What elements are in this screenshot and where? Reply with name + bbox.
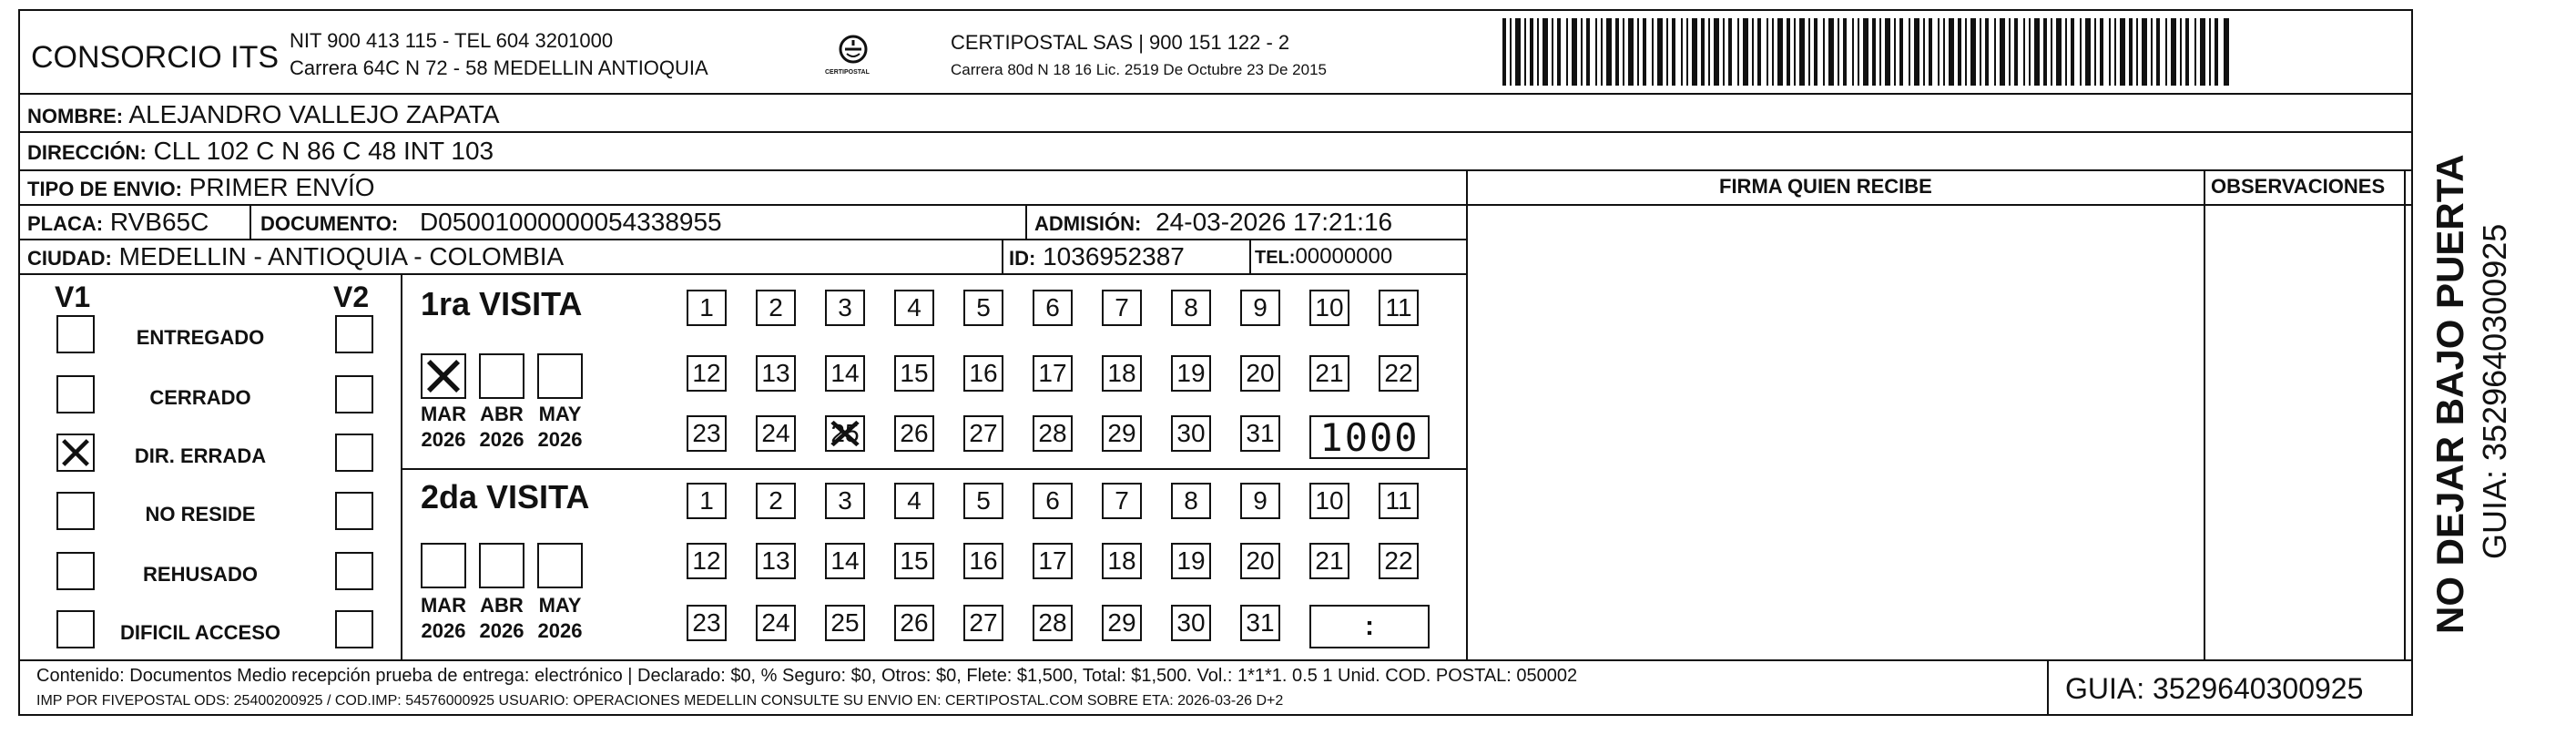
second-visit-day-number: 6	[1045, 486, 1060, 515]
status-option-label: DIR. ERRADA	[134, 444, 267, 467]
second-visit-day-box[interactable]	[756, 605, 796, 641]
second-visit-day-box[interactable]	[1309, 543, 1349, 579]
first-visit-day-box[interactable]	[1379, 290, 1419, 326]
footer-imp: IMP POR FIVEPOSTAL ODS: 25400200925 / COD.IMP: 54576000925 USUARIO: OPERACIONES MEDELLIN CONSULTE SU ENVIO EN: CERTIPOSTAL.COM SOBRE ETA: 2026-03-26 D+2	[36, 693, 1284, 709]
first-visit-day-number: 25	[830, 419, 860, 447]
tipo-value: PRIMER ENVÍO	[188, 173, 375, 201]
first-visit-day-box[interactable]	[825, 415, 865, 452]
second-visit-day-box[interactable]	[687, 483, 727, 519]
v2-checkbox-4[interactable]	[335, 552, 373, 590]
second-visit-day-number: 17	[1038, 546, 1067, 575]
first-visit-day-number: 11	[1385, 293, 1412, 321]
first-visit-day-number: 4	[907, 293, 921, 321]
nombre-value: ALEJANDRO VALLEJO ZAPATA	[128, 100, 500, 128]
second-visit-day-number: 24	[761, 608, 790, 637]
no-dejar-bajo-puerta: NO DEJAR BAJO PUERTA	[2428, 154, 2471, 634]
company-nit: NIT 900 413 115 - TEL 604 3201000	[290, 29, 614, 52]
second-visit-day-box[interactable]	[1379, 543, 1419, 579]
first-visit-day-box[interactable]	[756, 415, 796, 452]
first-visit-day-number: 16	[969, 359, 998, 387]
first-visit-year-label: 2026	[421, 428, 466, 451]
second-visit-day-box[interactable]	[825, 605, 865, 641]
second-visit-day-number: 18	[1107, 546, 1136, 575]
admision-value: 24-03-2026 17:21:16	[1156, 208, 1393, 236]
first-visit-day-box[interactable]	[1240, 415, 1280, 452]
status-option-label: CERRADO	[149, 386, 251, 409]
second-visit-day-box[interactable]	[687, 605, 727, 641]
second-visit-day-number: 19	[1176, 546, 1206, 575]
first-visit-day-box[interactable]	[1171, 415, 1211, 452]
first-visit-day-box[interactable]	[1240, 290, 1280, 326]
firma-label: FIRMA QUIEN RECIBE	[1719, 175, 1932, 198]
second-visit-day-box[interactable]	[825, 543, 865, 579]
second-visit-day-number: 5	[976, 486, 991, 515]
tipo-row	[27, 175, 375, 200]
first-visit-year-label: 2026	[479, 428, 524, 451]
footer-content: Contenido: Documentos Medio recepción prueba de entrega: electrónico | Declarado: $0, % Seguro: $0, Otros: $0, Flete: $1,500, Total: $1,500. Vol.: 1*1*1. 0.5 1 Unid. COD. POSTAL: 050002	[36, 666, 1578, 686]
second-visit-day-number: 28	[1038, 608, 1067, 637]
second-visit-day-box[interactable]	[1102, 605, 1142, 641]
second-visit-month-checkbox-1[interactable]	[479, 543, 524, 588]
direccion-value: CLL 102 C N 86 C 48 INT 103	[153, 137, 494, 165]
first-visit-day-box[interactable]	[687, 290, 727, 326]
second-visit-year-label: 2026	[421, 619, 466, 642]
first-visit-day-box[interactable]	[825, 355, 865, 392]
first-visit-day-number: 2	[769, 293, 783, 321]
first-visit-title: 1ra VISITA	[421, 285, 583, 322]
placa-divider	[249, 204, 251, 239]
first-visit-day-box[interactable]	[1309, 355, 1349, 392]
firma-left-line	[1466, 169, 1468, 659]
ciudad-label: CIUDAD:	[27, 247, 112, 270]
first-visit-day-number: 28	[1038, 419, 1067, 447]
second-visit-day-box[interactable]	[1033, 605, 1073, 641]
first-visit-day-box[interactable]	[1309, 290, 1349, 326]
direccion-label: DIRECCIÓN:	[27, 141, 147, 164]
first-visit-day-number: 12	[692, 359, 721, 387]
first-visit-day-box[interactable]	[1240, 355, 1280, 392]
second-visit-day-number: 21	[1315, 546, 1344, 575]
nombre-label: NOMBRE:	[27, 105, 124, 128]
second-visit-day-number: 30	[1176, 608, 1206, 637]
row-divider-1	[18, 131, 2413, 133]
first-visit-day-box[interactable]	[1033, 290, 1073, 326]
row-divider-3	[18, 204, 2413, 206]
footer-guia-divider	[2047, 659, 2049, 716]
first-visit-day-number: 7	[1115, 293, 1129, 321]
second-visit-day-number: 27	[969, 608, 998, 637]
first-visit-day-box[interactable]	[687, 355, 727, 392]
first-visit-day-box[interactable]	[963, 290, 1003, 326]
second-visit-year-label: 2026	[479, 619, 524, 642]
second-visit-day-number: 22	[1384, 546, 1413, 575]
status-option-label: DIFICIL ACCESO	[119, 621, 280, 644]
first-visit-day-number: 30	[1176, 419, 1206, 447]
second-visit-day-number: 4	[907, 486, 921, 515]
status-option-label: ENTREGADO	[136, 326, 265, 349]
first-visit-day-box[interactable]	[1171, 290, 1211, 326]
tel-label: TEL:	[1255, 248, 1296, 268]
second-visit-day-box[interactable]	[894, 605, 934, 641]
first-visit-day-box[interactable]	[894, 290, 934, 326]
second-visit-day-box[interactable]	[1379, 483, 1419, 519]
status-option-label: NO RESIDE	[145, 503, 256, 526]
first-visit-day-number: 19	[1176, 359, 1206, 387]
admision-divider	[1025, 204, 1027, 239]
second-visit-day-number: 1	[699, 486, 714, 515]
first-visit-day-box[interactable]	[756, 355, 796, 392]
first-visit-day-number: 27	[969, 419, 998, 447]
second-visit-day-box[interactable]	[1033, 483, 1073, 519]
first-visit-month-checkbox-0[interactable]	[421, 353, 466, 399]
first-visit-day-box[interactable]	[756, 290, 796, 326]
first-visit-day-number: 21	[1315, 359, 1344, 387]
second-visit-day-number: 16	[969, 546, 998, 575]
visit-divider	[401, 468, 1466, 470]
first-visit-day-number: 20	[1246, 359, 1275, 387]
certipostal-logo	[825, 29, 876, 80]
id-divider	[1002, 239, 1003, 273]
second-visit-day-box[interactable]	[1171, 605, 1211, 641]
observaciones-left-line	[2204, 169, 2205, 659]
second-visit-day-box[interactable]	[1102, 483, 1142, 519]
first-visit-day-number: 29	[1107, 419, 1136, 447]
second-visit-day-number: 8	[1184, 486, 1198, 515]
observaciones-right-line	[2404, 169, 2406, 659]
first-visit-day-number: 3	[838, 293, 852, 321]
first-visit-day-number: 22	[1384, 359, 1413, 387]
id-row	[1009, 244, 1185, 270]
second-visit-day-box[interactable]	[1240, 605, 1280, 641]
first-visit-month-label: ABR	[480, 403, 524, 425]
first-visit-day-box[interactable]	[963, 355, 1003, 392]
second-visit-year-label: 2026	[537, 619, 583, 642]
second-visit-day-box[interactable]	[825, 483, 865, 519]
first-visit-time-value: 1000	[1319, 414, 1420, 460]
second-visit-month-label: MAR	[420, 594, 467, 617]
first-visit-day-number: 24	[761, 419, 790, 447]
first-visit-day-number: 6	[1045, 293, 1060, 321]
first-visit-time-box[interactable]	[1309, 415, 1430, 459]
first-visit-day-box[interactable]	[687, 415, 727, 452]
tipo-label: TIPO DE ENVIO:	[27, 178, 182, 200]
first-visit-day-box[interactable]	[1171, 355, 1211, 392]
second-visit-day-box[interactable]	[1240, 543, 1280, 579]
certipostal-title: CERTIPOSTAL SAS | 900 151 122 - 2	[951, 31, 1290, 54]
second-visit-day-number: 3	[838, 486, 852, 515]
v2-checkbox-1[interactable]	[335, 375, 373, 413]
first-visit-day-number: 1	[699, 293, 714, 321]
tel-divider	[1249, 239, 1251, 273]
side-guia: GUIA: 3529640300925	[2476, 223, 2513, 559]
second-visit-day-box[interactable]	[894, 483, 934, 519]
id-label: ID:	[1009, 247, 1036, 270]
barcode	[1502, 18, 2231, 86]
nombre-row	[27, 102, 500, 128]
observaciones-label: OBSERVACIONES	[2211, 175, 2386, 198]
first-visit-day-box[interactable]	[1102, 355, 1142, 392]
second-visit-day-number: 15	[900, 546, 929, 575]
second-visit-day-box[interactable]	[687, 543, 727, 579]
second-visit-day-number: 14	[830, 546, 860, 575]
second-visit-day-number: 31	[1246, 608, 1275, 637]
ciudad-value: MEDELLIN - ANTIOQUIA - COLOMBIA	[118, 242, 565, 270]
second-visit-day-box[interactable]	[1171, 543, 1211, 579]
v2-checkbox-3[interactable]	[335, 492, 373, 530]
second-visit-month-checkbox-0[interactable]	[421, 543, 466, 588]
first-visit-day-number: 31	[1246, 419, 1275, 447]
v2-checkbox-0[interactable]	[335, 315, 373, 353]
second-visit-day-number: 10	[1315, 486, 1344, 515]
first-visit-day-box[interactable]	[894, 355, 934, 392]
second-visit-day-number: 9	[1253, 486, 1268, 515]
second-visit-day-box[interactable]	[963, 605, 1003, 641]
first-visit-day-number: 15	[900, 359, 929, 387]
second-visit-day-box[interactable]	[1240, 483, 1280, 519]
second-visit-day-number: 2	[769, 486, 783, 515]
status-option-label: REHUSADO	[143, 563, 258, 586]
first-visit-day-box[interactable]	[963, 415, 1003, 452]
documento-value: D05001000000054338955	[419, 208, 722, 236]
first-visit-day-box[interactable]	[1379, 355, 1419, 392]
second-visit-time-value: :	[1365, 611, 1374, 641]
row-divider-2	[18, 169, 2413, 171]
first-visit-day-box[interactable]	[1102, 290, 1142, 326]
second-visit-month-label: MAY	[538, 594, 582, 617]
first-visit-day-number: 23	[692, 419, 721, 447]
second-visit-day-box[interactable]	[1171, 483, 1211, 519]
first-visit-day-box[interactable]	[1033, 415, 1073, 452]
second-visit-title: 2da VISITA	[421, 478, 590, 515]
first-visit-month-checkbox-1[interactable]	[479, 353, 524, 399]
first-visit-day-number: 14	[830, 359, 860, 387]
v2-label: V2	[333, 281, 370, 313]
second-visit-month-label: ABR	[480, 594, 524, 617]
second-visit-day-number: 12	[692, 546, 721, 575]
tel-value: 00000000	[1295, 244, 1393, 269]
first-visit-day-number: 13	[761, 359, 790, 387]
first-visit-day-number: 10	[1315, 293, 1344, 321]
admision-label: ADMISIÓN:	[1034, 212, 1142, 235]
second-visit-day-box[interactable]	[756, 483, 796, 519]
tel-row	[1255, 246, 1392, 268]
logo-caption: CERTIPOSTAL	[825, 69, 870, 76]
second-visit-day-number: 29	[1107, 608, 1136, 637]
row-divider-5	[18, 273, 1466, 275]
documento-label: DOCUMENTO:	[260, 212, 399, 235]
certipostal-address: Carrera 80d N 18 16 Lic. 2519 De Octubre 23 De 2015	[951, 61, 1327, 78]
second-visit-day-box[interactable]	[1309, 483, 1349, 519]
status-divider	[401, 273, 402, 659]
second-visit-day-box[interactable]	[963, 543, 1003, 579]
second-visit-day-number: 20	[1246, 546, 1275, 575]
footer-guia: GUIA: 3529640300925	[2065, 672, 2364, 705]
first-visit-day-box[interactable]	[825, 290, 865, 326]
second-visit-day-box[interactable]	[756, 543, 796, 579]
first-visit-month-label: MAY	[538, 403, 582, 425]
footer-divider	[18, 659, 2413, 661]
first-visit-day-number: 5	[976, 293, 991, 321]
company-address: Carrera 64C N 72 - 58 MEDELLIN ANTIOQUIA	[290, 56, 708, 79]
first-visit-day-number: 9	[1253, 293, 1268, 321]
v2-checkbox-5[interactable]	[335, 610, 373, 648]
ciudad-row	[27, 244, 564, 270]
first-visit-day-number: 26	[900, 419, 929, 447]
direccion-row	[27, 138, 494, 164]
second-visit-day-number: 11	[1385, 486, 1412, 515]
admision-row	[1034, 209, 1392, 235]
placa-row	[27, 209, 209, 235]
second-visit-day-number: 7	[1115, 486, 1129, 515]
company-name: CONSORCIO ITS	[31, 40, 280, 75]
second-visit-day-number: 13	[761, 546, 790, 575]
first-visit-year-label: 2026	[537, 428, 583, 451]
v2-checkbox-2[interactable]	[335, 434, 373, 472]
id-value: 1036952387	[1043, 242, 1185, 270]
first-visit-day-box[interactable]	[894, 415, 934, 452]
first-visit-day-box[interactable]	[1033, 355, 1073, 392]
first-visit-day-number: 8	[1184, 293, 1198, 321]
second-visit-day-number: 26	[900, 608, 929, 637]
v1-label: V1	[55, 281, 91, 313]
second-visit-day-number: 23	[692, 608, 721, 637]
documento-row	[260, 209, 722, 235]
second-visit-day-box[interactable]	[963, 483, 1003, 519]
second-visit-day-number: 25	[830, 608, 860, 637]
second-visit-month-checkbox-2[interactable]	[537, 543, 583, 588]
first-visit-month-checkbox-2[interactable]	[537, 353, 583, 399]
first-visit-month-label: MAR	[420, 403, 467, 425]
first-visit-day-number: 18	[1107, 359, 1136, 387]
header-divider	[18, 93, 2413, 95]
second-visit-day-box[interactable]	[894, 543, 934, 579]
placa-value: RVB65C	[109, 208, 209, 236]
second-visit-day-box[interactable]	[1033, 543, 1073, 579]
first-visit-day-box[interactable]	[1102, 415, 1142, 452]
placa-label: PLACA:	[27, 212, 104, 235]
second-visit-time-box[interactable]	[1309, 605, 1430, 648]
second-visit-day-box[interactable]	[1102, 543, 1142, 579]
first-visit-day-number: 17	[1038, 359, 1067, 387]
